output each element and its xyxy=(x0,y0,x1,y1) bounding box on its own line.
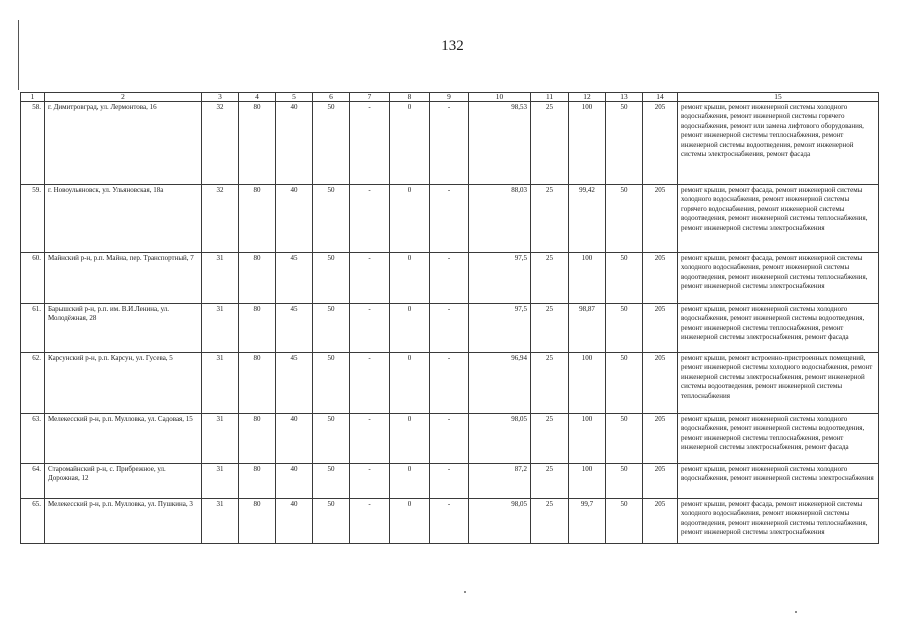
table-row xyxy=(21,304,879,353)
value-cell: 99,7 xyxy=(569,499,606,544)
value-cell: 100 xyxy=(569,464,606,499)
value-cell: 31 xyxy=(202,253,239,304)
value-cell: 205 xyxy=(643,414,678,464)
value-cell: 50 xyxy=(313,102,350,185)
value-cell: 25 xyxy=(531,464,569,499)
value-cell: 25 xyxy=(531,499,569,544)
value-cell: - xyxy=(350,304,390,353)
value-cell: 31 xyxy=(202,304,239,353)
value-cell: 50 xyxy=(606,304,643,353)
value-cell: 0 xyxy=(390,304,430,353)
table-header-row xyxy=(21,93,879,102)
address-cell: Майнский р-н, р.п. Майна, пер. Транспортный, 7 xyxy=(45,253,202,304)
works-cell: ремонт крыши, ремонт инженерной системы холодного водоснабжения, ремонт инженерной системы электроснабжения xyxy=(678,464,879,499)
address-cell: Карсунский р-н, р.п. Карсун, ул. Гусева, 5 xyxy=(45,353,202,414)
value-cell: 0 xyxy=(390,102,430,185)
value-cell: - xyxy=(430,499,469,544)
header-cell: 8 xyxy=(390,93,430,102)
value-cell: - xyxy=(430,464,469,499)
page-number: 132 xyxy=(441,38,464,54)
table-row xyxy=(21,102,879,185)
header-cell: 4 xyxy=(239,93,276,102)
value-cell: 40 xyxy=(276,102,313,185)
table-row xyxy=(21,414,879,464)
value-cell: 50 xyxy=(313,253,350,304)
header-cell: 5 xyxy=(276,93,313,102)
value-cell: 31 xyxy=(202,353,239,414)
value-cell: - xyxy=(430,304,469,353)
value-cell: 25 xyxy=(531,304,569,353)
value-cell: 32 xyxy=(202,102,239,185)
value-cell: 98,05 xyxy=(469,414,531,464)
value-cell: 50 xyxy=(313,185,350,253)
row-number-cell: 58. xyxy=(21,102,45,185)
value-cell: 32 xyxy=(202,185,239,253)
value-cell: - xyxy=(430,353,469,414)
table-row xyxy=(21,253,879,304)
value-cell: 40 xyxy=(276,414,313,464)
row-number-cell: 62. xyxy=(21,353,45,414)
value-cell: 80 xyxy=(239,464,276,499)
scan-edge-left xyxy=(18,20,19,90)
value-cell: - xyxy=(350,353,390,414)
header-cell: 9 xyxy=(430,93,469,102)
value-cell: - xyxy=(430,102,469,185)
value-cell: - xyxy=(430,185,469,253)
row-number-cell: 64. xyxy=(21,464,45,499)
value-cell: 45 xyxy=(276,353,313,414)
scan-speck xyxy=(464,591,466,593)
value-cell: 40 xyxy=(276,464,313,499)
table-row xyxy=(21,464,879,499)
value-cell: 50 xyxy=(606,353,643,414)
value-cell: - xyxy=(350,253,390,304)
value-cell: 0 xyxy=(390,499,430,544)
value-cell: 98,53 xyxy=(469,102,531,185)
value-cell: 50 xyxy=(313,464,350,499)
works-cell: ремонт крыши, ремонт инженерной системы холодного водоснабжения, ремонт инженерной системы водоотведения, ремонт инженерной системы теплоснабжения, ремонт инженерной системы электроснабжения, ремонт фасада xyxy=(678,304,879,353)
value-cell: - xyxy=(430,253,469,304)
value-cell: 25 xyxy=(531,414,569,464)
value-cell: 96,94 xyxy=(469,353,531,414)
value-cell: 205 xyxy=(643,464,678,499)
value-cell: 50 xyxy=(313,499,350,544)
header-cell: 11 xyxy=(531,93,569,102)
value-cell: 25 xyxy=(531,185,569,253)
value-cell: 205 xyxy=(643,499,678,544)
address-cell: Барышский р-н, р.п. им. В.И.Ленина, ул. Молодёжная, 28 xyxy=(45,304,202,353)
row-number-cell: 59. xyxy=(21,185,45,253)
row-number-cell: 60. xyxy=(21,253,45,304)
value-cell: 98,05 xyxy=(469,499,531,544)
table-row xyxy=(21,499,879,544)
value-cell: 0 xyxy=(390,185,430,253)
works-cell: ремонт крыши, ремонт фасада, ремонт инженерной системы холодного водоснабжения, ремонт инженерной системы водоотведения, ремонт инженерной системы теплоснабжения, ремонт инженерной системы электроснабжения xyxy=(678,253,879,304)
address-cell: г. Димитровград, ул. Лермонтова, 16 xyxy=(45,102,202,185)
value-cell: 88,03 xyxy=(469,185,531,253)
value-cell: 31 xyxy=(202,414,239,464)
value-cell: - xyxy=(350,464,390,499)
value-cell: 50 xyxy=(606,185,643,253)
value-cell: 0 xyxy=(390,253,430,304)
header-cell: 3 xyxy=(202,93,239,102)
value-cell: - xyxy=(430,414,469,464)
value-cell: 31 xyxy=(202,499,239,544)
value-cell: 205 xyxy=(643,253,678,304)
works-cell: ремонт крыши, ремонт инженерной системы холодного водоснабжения, ремонт инженерной системы горячего водоснабжения, ремонт или замена лифтового оборудования, ремонт инженерной системы теплоснабжения, ремонт инженерной системы водоотведения, ремонт инженерной системы электроснабжения, ремонт фасада xyxy=(678,102,879,185)
header-cell: 12 xyxy=(569,93,606,102)
value-cell: 40 xyxy=(276,499,313,544)
value-cell: 25 xyxy=(531,253,569,304)
header-cell: 10 xyxy=(469,93,531,102)
value-cell: - xyxy=(350,499,390,544)
value-cell: 205 xyxy=(643,185,678,253)
value-cell: 205 xyxy=(643,102,678,185)
value-cell: 80 xyxy=(239,102,276,185)
table-body xyxy=(21,93,879,544)
value-cell: 100 xyxy=(569,253,606,304)
value-cell: 98,87 xyxy=(569,304,606,353)
value-cell: 0 xyxy=(390,353,430,414)
value-cell: 50 xyxy=(606,464,643,499)
header-cell: 2 xyxy=(45,93,202,102)
works-cell: ремонт крыши, ремонт встроенно-пристроенных помещений, ремонт инженерной системы холодного водоснабжения, ремонт инженерной системы электроснабжения, ремонт инженерной системы водоотведения, ремонт инженерной системы теплоснабжения xyxy=(678,353,879,414)
table-row xyxy=(21,185,879,253)
works-cell: ремонт крыши, ремонт фасада, ремонт инженерной системы холодного водоснабжения, ремонт инженерной системы горячего водоснабжения, ремонт инженерной системы водоотведения, ремонт инженерной системы теплоснабжения, ремонт инженерной системы электроснабжения xyxy=(678,185,879,253)
row-number-cell: 65. xyxy=(21,499,45,544)
value-cell: 100 xyxy=(569,414,606,464)
works-cell: ремонт крыши, ремонт фасада, ремонт инженерной системы холодного водоснабжения, ремонт инженерной системы водоотведения, ремонт инженерной системы теплоснабжения, ремонт инженерной системы электроснабжения xyxy=(678,499,879,544)
value-cell: 100 xyxy=(569,102,606,185)
value-cell: - xyxy=(350,102,390,185)
value-cell: 0 xyxy=(390,414,430,464)
value-cell: 97,5 xyxy=(469,304,531,353)
address-cell: Мелекесский р-н, р.п. Мулловка, ул. Пушкина, 3 xyxy=(45,499,202,544)
row-number-cell: 61. xyxy=(21,304,45,353)
header-cell: 13 xyxy=(606,93,643,102)
value-cell: - xyxy=(350,185,390,253)
value-cell: 0 xyxy=(390,464,430,499)
value-cell: 31 xyxy=(202,464,239,499)
address-cell: г. Новоульяновск, ул. Ульяновская, 18а xyxy=(45,185,202,253)
value-cell: 50 xyxy=(606,102,643,185)
value-cell: 87,2 xyxy=(469,464,531,499)
value-cell: 100 xyxy=(569,353,606,414)
header-cell: 14 xyxy=(643,93,678,102)
value-cell: 80 xyxy=(239,499,276,544)
value-cell: 80 xyxy=(239,353,276,414)
address-cell: Старомайнский р-н, с. Прибрежное, ул. Дорожная, 12 xyxy=(45,464,202,499)
header-cell: 6 xyxy=(313,93,350,102)
table-row xyxy=(21,353,879,414)
value-cell: 80 xyxy=(239,185,276,253)
header-cell: 1 xyxy=(21,93,45,102)
header-cell: 7 xyxy=(350,93,390,102)
value-cell: 25 xyxy=(531,353,569,414)
row-number-cell: 63. xyxy=(21,414,45,464)
scan-speck xyxy=(795,611,797,613)
value-cell: 50 xyxy=(313,353,350,414)
value-cell: 205 xyxy=(643,304,678,353)
address-cell: Мелекесский р-н, р.п. Мулловка, ул. Садовая, 15 xyxy=(45,414,202,464)
value-cell: - xyxy=(350,414,390,464)
value-cell: 50 xyxy=(313,414,350,464)
value-cell: 25 xyxy=(531,102,569,185)
value-cell: 80 xyxy=(239,414,276,464)
value-cell: 205 xyxy=(643,353,678,414)
value-cell: 97,5 xyxy=(469,253,531,304)
buildings-table xyxy=(20,92,879,544)
value-cell: 45 xyxy=(276,253,313,304)
value-cell: 45 xyxy=(276,304,313,353)
value-cell: 50 xyxy=(606,253,643,304)
value-cell: 50 xyxy=(606,499,643,544)
value-cell: 50 xyxy=(606,414,643,464)
header-cell: 15 xyxy=(678,93,879,102)
value-cell: 80 xyxy=(239,304,276,353)
value-cell: 40 xyxy=(276,185,313,253)
value-cell: 99,42 xyxy=(569,185,606,253)
works-cell: ремонт крыши, ремонт инженерной системы холодного водоснабжения, ремонт инженерной системы водоотведения, ремонт инженерной системы теплоснабжения, ремонт инженерной системы электроснабжения, ремонт фасада xyxy=(678,414,879,464)
value-cell: 50 xyxy=(313,304,350,353)
value-cell: 80 xyxy=(239,253,276,304)
